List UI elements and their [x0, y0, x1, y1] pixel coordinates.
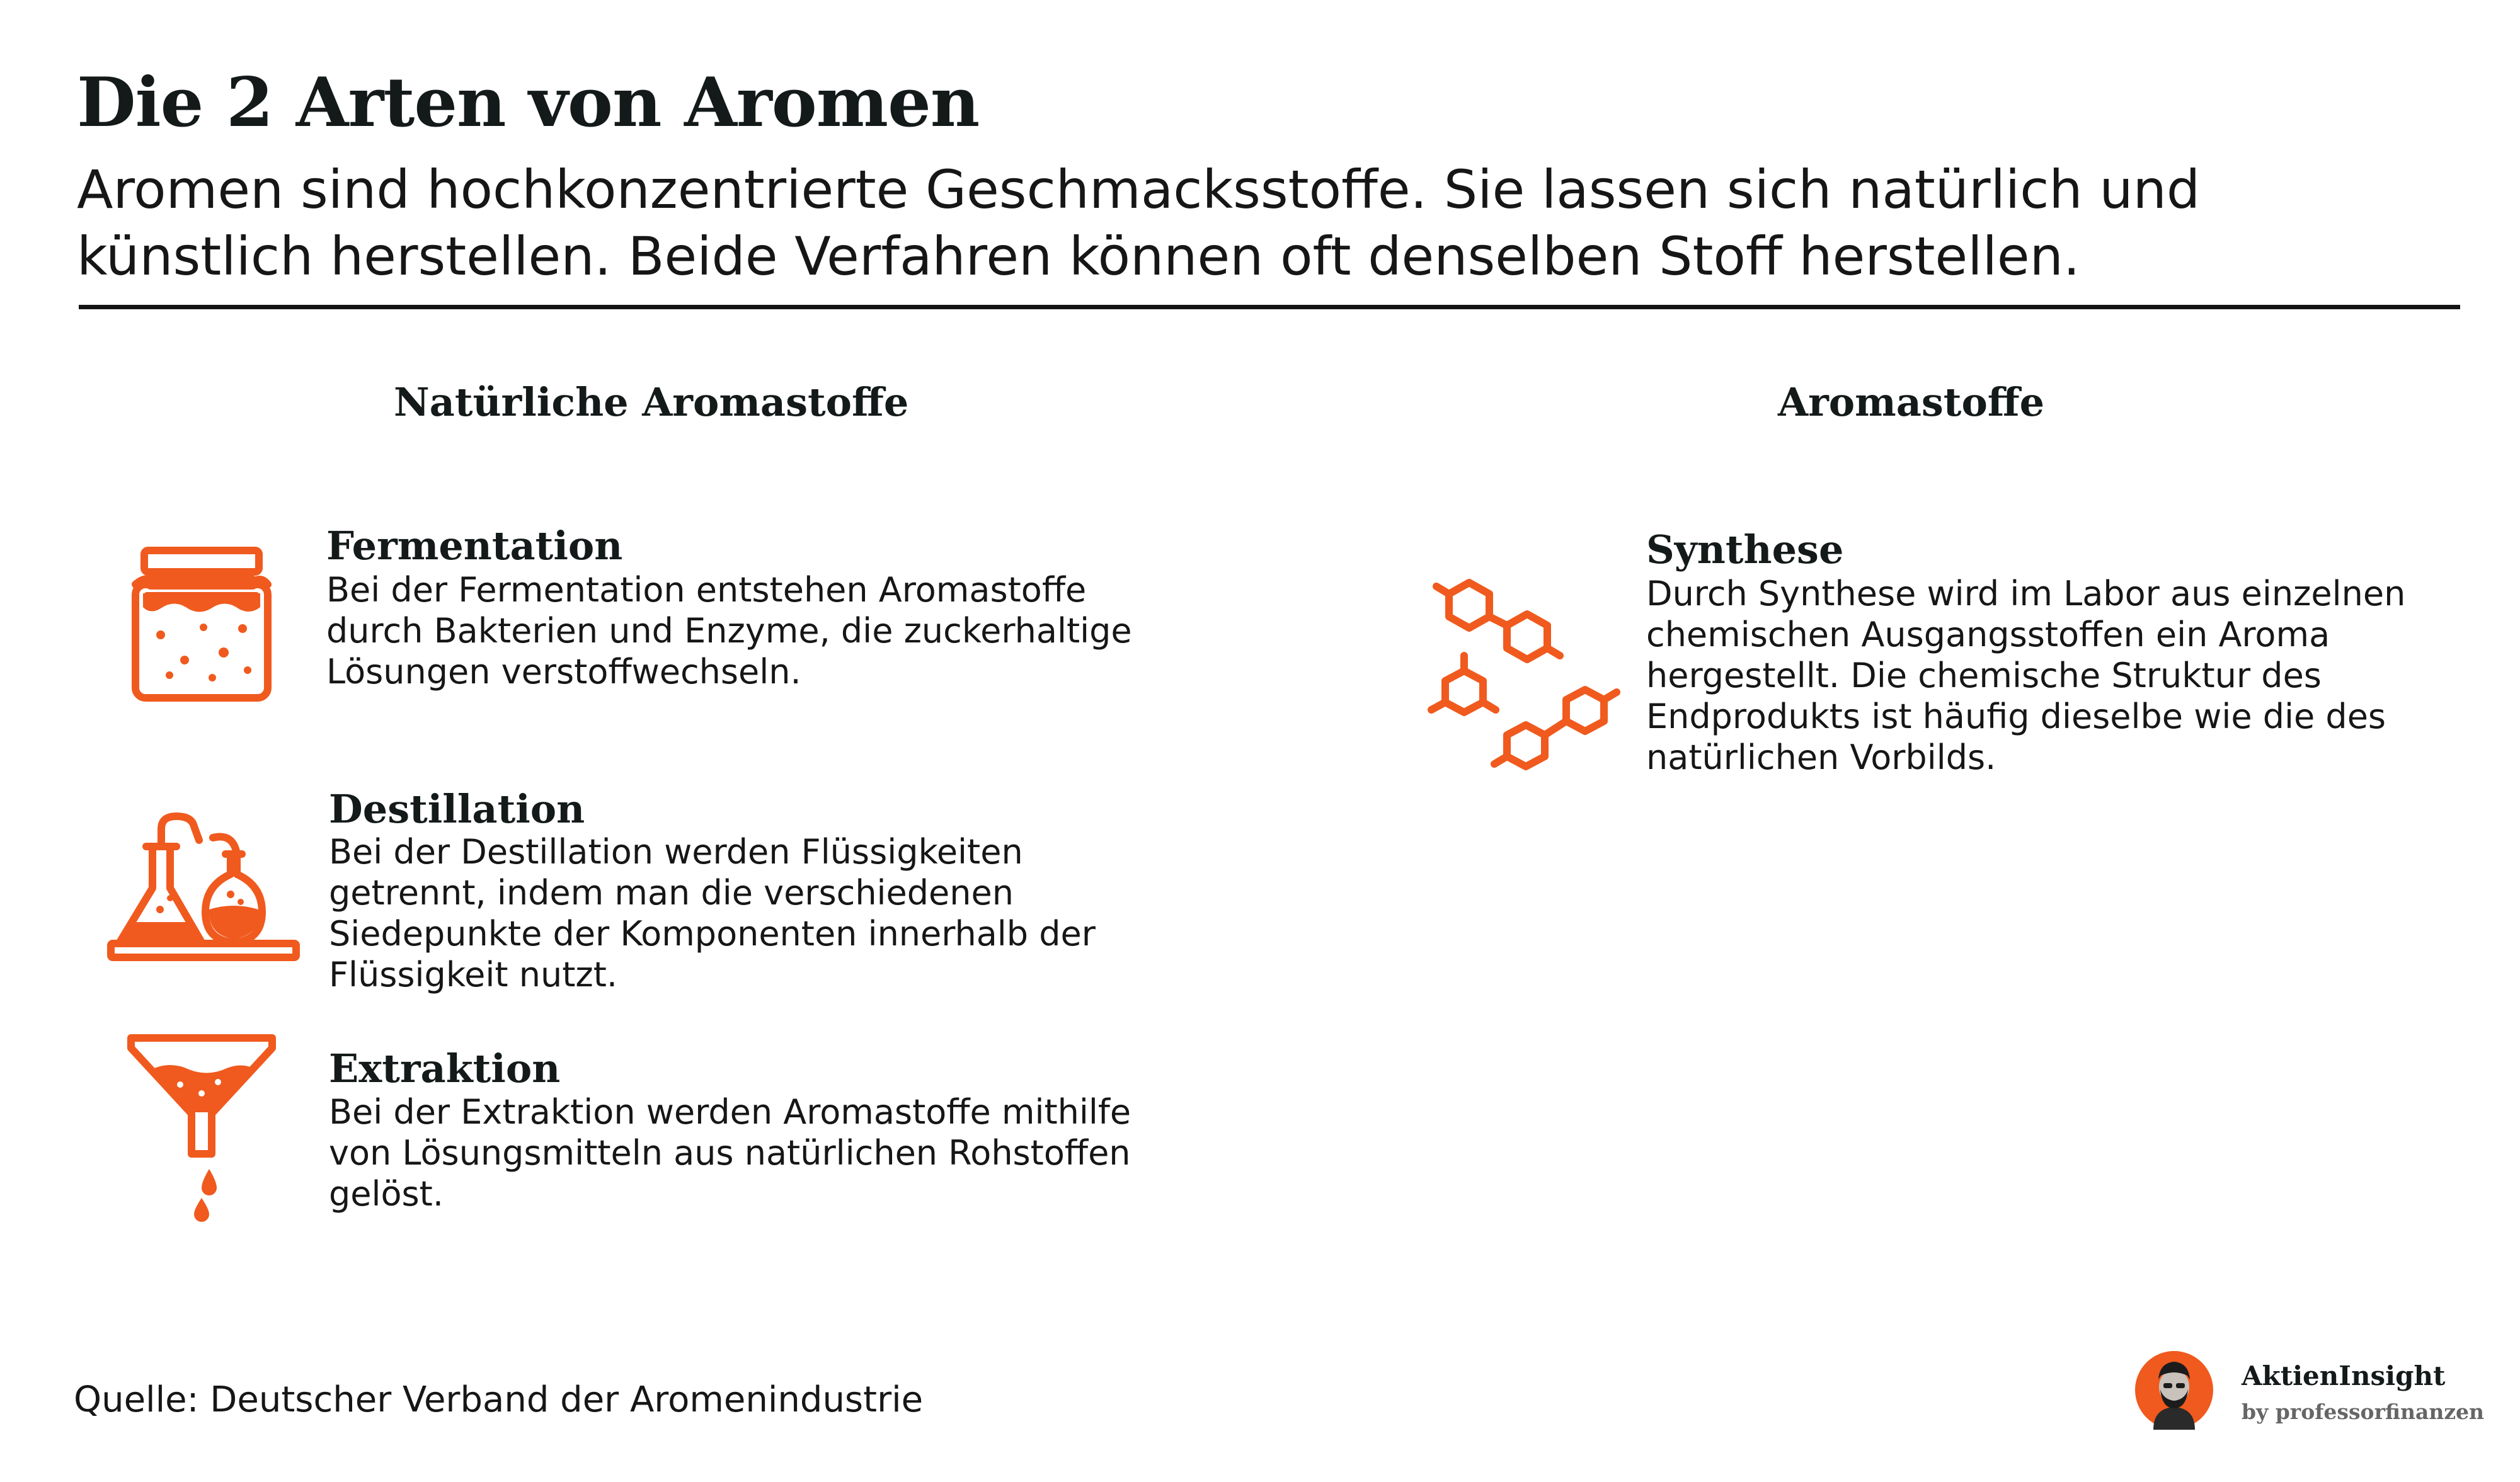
source-note: Quelle: Deutscher Verband der Aromenindustrie: [74, 1379, 924, 1420]
extraction-funnel-icon: [126, 1033, 277, 1222]
brand-subtitle: by professorfinanzen: [2242, 1399, 2485, 1424]
page-title: Die 2 Arten von Aromen: [77, 63, 980, 142]
molecule-icon: [1425, 570, 1623, 772]
brand-avatar: [2134, 1350, 2214, 1430]
extraktion-text: Bei der Extraktion werden Aromastoffe mithilfe von Lösungsmitteln aus natürlichen Rohstoffen gelöst.: [329, 1092, 1131, 1214]
fermentation-text: Bei der Fermentation entstehen Aromastoffe durch Bakterien und Enzyme, die zuckerhaltige Lösungen verstoffwechseln.: [326, 570, 1132, 692]
fermentation-jar-icon: [129, 547, 274, 704]
header-divider: [79, 305, 2460, 309]
synthese-text: Durch Synthese wird im Labor aus einzelnen chemischen Ausgangsstoffen ein Aroma hergestellt. Die chemische Struktur des Endprodukts ist häufig dieselbe wie die des natürlichen Vorbilds.: [1646, 574, 2406, 777]
natural-column-heading: Natürliche Aromastoffe: [394, 379, 909, 425]
page-subtitle: Aromen sind hochkonzentrierte Geschmacksstoffe. Sie lassen sich natürlich und künstlich herstellen. Beide Verfahren können oft denselben Stoff herstellen.: [77, 159, 2201, 287]
brand-name: AktienInsight: [2242, 1360, 2446, 1391]
destillation-text: Bei der Destillation werden Flüssigkeiten getrennt, indem man die verschiedenen Siedepunkte der Komponenten innerhalb der Flüssigkeit nutzt.: [329, 832, 1096, 995]
artificial-column-heading: Aromastoffe: [1778, 379, 2045, 425]
extraktion-title: Extraktion: [329, 1046, 561, 1092]
distillation-flasks-icon: [107, 807, 300, 961]
fermentation-title: Fermentation: [326, 523, 623, 569]
synthese-title: Synthese: [1646, 527, 1844, 573]
destillation-title: Destillation: [329, 786, 585, 832]
